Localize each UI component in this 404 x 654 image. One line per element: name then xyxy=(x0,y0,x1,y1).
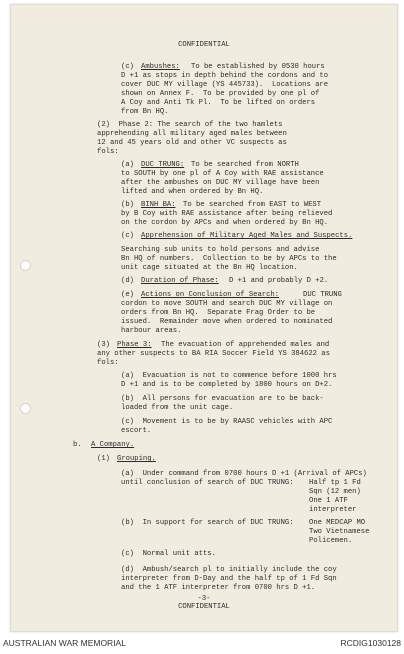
phase-3-title: Phase 3: xyxy=(117,341,152,349)
phase-2e-line: cordon to move SOUTH and search DUC MY village on xyxy=(121,300,333,308)
grouping-c-line: (c) Normal unit atts. xyxy=(121,550,216,558)
phase-2b-label: (b) xyxy=(121,201,134,209)
phase-2e-line: issued. Remainder move when ordered to nominated xyxy=(121,318,333,326)
phase-2c-line: Searching sub units to hold persons and advise xyxy=(121,246,320,254)
archive-footer xyxy=(0,638,404,652)
grouping-a-line: (a) Under command from 0700 hours D +1 (Arrival of APCs) xyxy=(121,470,367,478)
phase-2c-line: Bn HQ of numbers. Collection to be by APCs to the xyxy=(121,255,337,263)
phase-3b-line: (b) All persons for evacuation are to be back- xyxy=(121,395,324,403)
phase-2e-line: harbour areas. xyxy=(121,327,182,335)
phase-2d-label: (d) xyxy=(121,277,134,285)
phase-2a-label: (a) xyxy=(121,161,134,169)
para-c-line: D +1 as stops in depth behind the cordons and to xyxy=(121,72,329,80)
phase-2-line: 12 and 45 years old and other VC suspects as xyxy=(97,139,287,147)
para-c-line: cover DUC MY village (YS 445733). Locations are xyxy=(121,81,329,89)
page-number: -3- xyxy=(197,595,211,603)
phase-2b-line: To be searched from EAST to WEST xyxy=(183,201,322,209)
phase-2a-line: after the ambushes on DUC MY village have been xyxy=(121,179,320,187)
para-c-line: A Coy and Anti Tk Pl. To be lifted on orders xyxy=(121,99,316,107)
archive-id: RCDIG1030128 xyxy=(340,638,401,648)
para-c-line: To be established by 0530 hours xyxy=(191,63,325,71)
phase-2e-title: Actions on Conclusion of Search: xyxy=(141,291,280,299)
phase-3a-line: (a) Evacuation is not to commence before 1000 hrs xyxy=(121,372,337,380)
phase-2d-text: D +1 and probably D +2. xyxy=(229,277,329,285)
phase-2b-title: BINH BA: xyxy=(141,201,176,209)
para-c-line: shown on Annex F. To be provided by one pl of xyxy=(121,90,320,98)
phase-3-line: fols: xyxy=(97,359,119,367)
phase-2e-line: orders from Bn HQ. Separate Frag Order to be xyxy=(121,309,316,317)
phase-2c-title: Apprehension of Military Aged Males and Suspects. xyxy=(141,232,353,240)
grouping-d-line: and the 1 ATF interpreter from 0700 hrs D +1. xyxy=(121,584,316,592)
phase-2a-line: lifted and when ordered by Bn HQ. xyxy=(121,188,264,196)
phase-3c-line: (c) Movement is to be by RAASC vehicles with APC xyxy=(121,418,333,426)
para-c-title: Ambushes: xyxy=(141,63,180,71)
grouping-d-line: (d) Ambush/search pl to initially include the coy xyxy=(121,566,337,574)
grouping-a-detail: One 1 ATF xyxy=(309,497,348,505)
phase-3a-line: D +1 and is to be completed by 1800 hours on D+2. xyxy=(121,381,333,389)
punch-hole xyxy=(20,403,31,414)
phase-3-label: (3) xyxy=(97,341,110,349)
grouping-a-detail: Half tp 1 Fd xyxy=(309,479,361,487)
grouping-d-line: interpreter from D-Day and the half tp of 1 Fd Sqn xyxy=(121,575,337,583)
phase-2-line: fols: xyxy=(97,148,119,156)
header-classification: CONFIDENTIAL xyxy=(178,41,230,49)
document-page xyxy=(10,4,398,632)
phase-2a-line: to SOUTH by one pl of A Coy with RAE assistance xyxy=(121,170,324,178)
grouping-b-detail: One MEDCAP MO xyxy=(309,519,366,527)
phase-2d-title: Duration of Phase: xyxy=(141,277,219,285)
phase-2b-line: by B Coy with RAE assistance after being relieved xyxy=(121,210,333,218)
phase-3-line: The evacuation of apprehended males and xyxy=(161,341,330,349)
para-c-label: (c) xyxy=(121,63,134,71)
grouping-a-line: until conclusion of search of DUC TRUNG: xyxy=(121,479,294,487)
phase-2a-line: To be searched from NORTH xyxy=(191,161,299,169)
phase-2c-label: (c) xyxy=(121,232,134,240)
grouping-b-detail: Policemen. xyxy=(309,537,353,545)
phase-2c-line: unit cage situated at the Bn HQ location. xyxy=(121,264,298,272)
phase-2b-line: on the cordon by APCs and when ordered by Bn HQ. xyxy=(121,219,329,227)
archive-name: AUSTRALIAN WAR MEMORIAL xyxy=(3,638,126,648)
footer-classification: CONFIDENTIAL xyxy=(178,603,230,611)
grouping-title: Grouping. xyxy=(117,455,156,463)
section-b-label: b. xyxy=(73,441,82,449)
phase-2a-title: DUC TRUNG: xyxy=(141,161,185,169)
phase-3b-line: loaded from the unit cage. xyxy=(121,404,234,412)
phase-2e-label: (e) xyxy=(121,291,134,299)
grouping-b-line: (b) In support for search of DUC TRUNG: xyxy=(121,519,294,527)
grouping-a-detail: interpreter xyxy=(309,506,357,514)
phase-3c-line: escort. xyxy=(121,427,152,435)
phase-3-line: any other suspects to BA RIA Soccer Field YS 384622 as xyxy=(97,350,330,358)
punch-hole xyxy=(20,260,31,271)
grouping-a-detail: Sqn (12 men) xyxy=(309,488,361,496)
phase-2-line: apprehending all military aged males between xyxy=(97,130,287,138)
phase-2e-line: DUC TRUNG xyxy=(303,291,342,299)
para-c-line: from Bn HQ. xyxy=(121,108,169,116)
section-b-title: A Company. xyxy=(91,441,135,449)
phase-2-line: (2) Phase 2: The search of the two hamlets xyxy=(97,121,283,129)
grouping-label: (1) xyxy=(97,455,110,463)
grouping-b-detail: Two Vietnamese xyxy=(309,528,370,536)
